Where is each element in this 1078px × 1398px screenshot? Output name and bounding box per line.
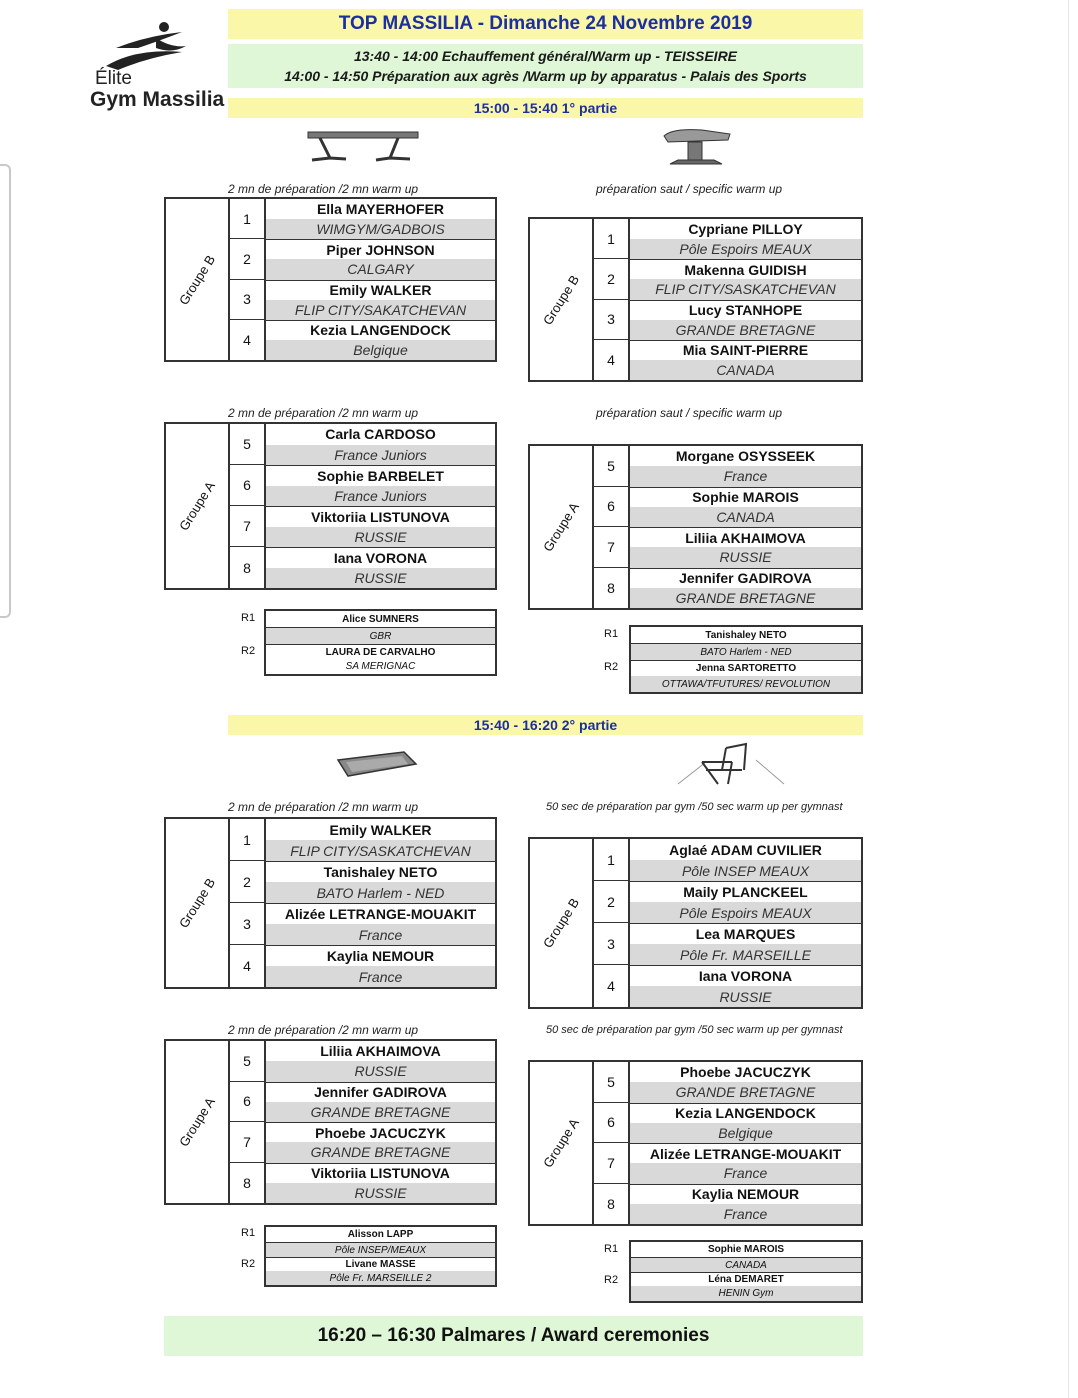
reserve-name: Sophie MAROIS — [707, 1244, 785, 1255]
gymnast-name: Aglaé ADAM CUVILIER — [630, 839, 861, 860]
gymnast-row — [266, 945, 495, 987]
group-label — [166, 199, 230, 360]
reserve-name: Jenna SARTORETTO — [631, 660, 861, 676]
rotation-number-column — [230, 1041, 266, 1203]
gymnast-name: Lucy STANHOPE — [630, 300, 861, 320]
gymnast-row — [630, 527, 861, 568]
gymnast-list — [266, 424, 495, 588]
gymnast-row — [630, 1184, 861, 1225]
gymnast-club: Pôle INSEP MEAUX — [630, 860, 861, 881]
gymnast-name: Kaylia NEMOUR — [630, 1184, 861, 1204]
group-label-text: Groupe A — [540, 1115, 582, 1171]
gymnast-row — [630, 1062, 861, 1103]
reserve-code: R1 — [604, 1243, 619, 1255]
gymnast-club: CANADA — [630, 360, 861, 380]
group-label-text: Groupe A — [540, 499, 582, 555]
gymnast-row — [630, 259, 861, 299]
gymnast-club: GRANDE BRETAGNE — [630, 320, 861, 340]
gymnast-name: Phoebe JACUCZYK — [266, 1122, 495, 1142]
gymnast-name: Piper JOHNSON — [266, 239, 495, 259]
group-label — [530, 839, 594, 1007]
rotation-number: 7 — [230, 1122, 264, 1163]
group-label — [530, 1062, 594, 1224]
group-table — [164, 817, 497, 989]
rotation-number: 6 — [230, 465, 264, 506]
gymnast-club: RUSSIE — [630, 547, 861, 567]
rotation-number: 2 — [230, 861, 264, 903]
group-table — [528, 837, 863, 1009]
reserve-club: GBR — [266, 627, 495, 644]
reserve-club: OTTAWA/TFUTURES/ REVOLUTION — [631, 676, 861, 692]
group-table — [528, 1060, 863, 1226]
gymnast-list — [630, 1062, 861, 1224]
rotation-number-column — [230, 819, 266, 987]
group-label-text: Groupe B — [175, 875, 219, 931]
gymnast-club: France — [266, 966, 495, 987]
vault-icon — [662, 126, 732, 168]
reserves-table — [264, 1225, 497, 1287]
gymnast-name: Makenna GUIDISH — [630, 259, 861, 279]
rotation-number: 2 — [594, 259, 628, 299]
gymnast-name: Jennifer GADIROVA — [630, 568, 861, 588]
gymnast-name: Alizée LETRANGE-MOUAKIT — [630, 1143, 861, 1163]
page-frame-line — [0, 164, 11, 618]
reserve-code: R1 — [241, 1227, 256, 1239]
rotation-number: 1 — [230, 199, 264, 239]
gymnast-list — [630, 446, 861, 608]
gymnast-name: Carla CARDOSO — [266, 424, 495, 445]
gymnast-club: Pôle Espoirs MEAUX — [630, 239, 861, 259]
gymnast-row — [630, 839, 861, 881]
reserve-code: R2 — [241, 1258, 256, 1270]
gymnast-name: Morgane OSYSSEEK — [630, 446, 861, 466]
group-label — [530, 446, 594, 608]
gymnast-club: GRANDE BRETAGNE — [266, 1102, 495, 1122]
rotation-number: 5 — [230, 1041, 264, 1082]
reserve-code: R2 — [241, 645, 256, 657]
gymnast-name: Kaylia NEMOUR — [266, 945, 495, 966]
uneven-bars-icon — [676, 740, 786, 786]
group-table — [164, 1039, 497, 1205]
gymnast-row — [266, 861, 495, 903]
gymnast-club: France — [630, 1204, 861, 1224]
beam-prep-note-2: 2 mn de préparation /2 mn warm up — [228, 406, 419, 420]
balance-beam-icon — [306, 128, 421, 164]
reserve-club: Pôle Fr. MARSEILLE 2 — [266, 1271, 495, 1285]
vault-prep-note-2: préparation saut / specific warm up — [596, 406, 783, 420]
gymnast-club: FLIP CITY/SAKATCHEVAN — [266, 300, 495, 320]
rotation-number-column — [594, 219, 630, 380]
rotation-number: 4 — [607, 351, 615, 368]
reserve-club: HENIN Gym — [631, 1286, 861, 1301]
gymnast-club: Belgique — [630, 1123, 861, 1143]
gymnast-club: FLIP CITY/SASKATCHEVAN — [266, 840, 495, 861]
rotation-number: 8 — [243, 559, 251, 576]
floor-icon — [334, 750, 418, 780]
reserve-name: Alisson LAPP — [347, 1229, 414, 1240]
rotation-number: 6 — [594, 487, 628, 528]
gymnast-name: Emily WALKER — [266, 819, 495, 840]
gymnast-name: Kezia LANGENDOCK — [266, 320, 495, 340]
rotation-number: 5 — [594, 1062, 628, 1103]
gymnast-row — [630, 1143, 861, 1184]
gymnast-row — [630, 340, 861, 380]
rotation-number-column — [230, 199, 266, 360]
gymnast-name: Alizée LETRANGE-MOUAKIT — [266, 903, 495, 924]
gymnast-row — [266, 1163, 495, 1204]
rotation-number: 2 — [594, 881, 628, 923]
warmup-schedule — [228, 44, 863, 88]
gymnast-name: Viktoriia LISTUNOVA — [266, 1163, 495, 1183]
gymnast-row — [266, 547, 495, 588]
gymnast-name: Mia SAINT-PIERRE — [630, 340, 861, 360]
gymnast-row — [266, 239, 495, 279]
group-table — [164, 197, 497, 362]
rotation-number: 7 — [594, 1143, 628, 1184]
rotation-number: 5 — [594, 446, 628, 487]
group-label-text: Groupe B — [175, 251, 219, 308]
gymnast-club: Pôle Espoirs MEAUX — [630, 902, 861, 923]
part-1-header: 15:00 - 15:40 1° partie — [228, 98, 863, 118]
gymnast-row — [266, 1041, 495, 1082]
reserve-club: BATO Harlem - NED — [631, 643, 861, 660]
gymnast-row — [266, 320, 495, 360]
gymnast-club: Pôle Fr. MARSEILLE — [630, 944, 861, 965]
gymnast-row — [266, 819, 495, 861]
rotation-number-column — [594, 446, 630, 608]
gymnast-row — [266, 465, 495, 506]
rotation-number-column — [230, 424, 266, 588]
gymnast-row — [630, 1103, 861, 1144]
reserve-code: R2 — [604, 1274, 619, 1286]
gymnast-name: Tanishaley NETO — [266, 861, 495, 882]
gymnast-name: Iana VORONA — [266, 547, 495, 568]
reserve-club: Pôle INSEP/MEAUX — [266, 1242, 495, 1257]
gymnast-club: FLIP CITY/SASKATCHEVAN — [630, 279, 861, 299]
gymnast-name: Sophie MAROIS — [630, 487, 861, 507]
rotation-number: 1 — [230, 819, 264, 861]
rotation-number: 4 — [243, 958, 251, 974]
gymnast-club: RUSSIE — [266, 1061, 495, 1081]
rotation-number: 8 — [607, 1195, 615, 1212]
group-label-text: Groupe B — [539, 271, 583, 328]
rotation-number: 8 — [243, 1174, 251, 1191]
gymnast-club: RUSSIE — [266, 527, 495, 548]
gymnast-club: France — [630, 1163, 861, 1183]
gymnast-name: Lea MARQUES — [630, 923, 861, 944]
reserve-name: Alice SUMNERS — [342, 613, 419, 625]
logo-club-text: Gym Massilia — [90, 88, 225, 111]
gymnast-row — [266, 1082, 495, 1123]
group-label — [530, 219, 594, 380]
group-label-text: Groupe A — [176, 478, 218, 534]
gymnast-club: RUSSIE — [266, 568, 495, 589]
rotation-number: 2 — [230, 239, 264, 279]
rotation-number-column — [594, 1062, 630, 1224]
gymnast-name: Iana VORONA — [630, 965, 861, 986]
gymnast-name: Emily WALKER — [266, 280, 495, 300]
warmup-line-1: 13:40 - 14:00 Echauffement général/Warm up - TEISSEIRE — [353, 48, 738, 64]
logo-elite-text: Élite — [95, 68, 132, 89]
gymnast-club: WIMGYM/GADBOIS — [266, 219, 495, 239]
gymnast-row — [630, 446, 861, 487]
rotation-number: 6 — [230, 1082, 264, 1123]
rotation-number: 4 — [607, 978, 615, 994]
gymnast-row — [630, 219, 861, 259]
beam-prep-note: 2 mn de préparation /2 mn warm up — [228, 182, 419, 196]
gymnast-list — [266, 1041, 495, 1203]
gymnast-club: Belgique — [266, 340, 495, 360]
vault-prep-note: préparation saut / specific warm up — [596, 182, 783, 196]
gymnast-row — [266, 280, 495, 320]
gymnast-row — [630, 923, 861, 965]
award-ceremony-bar: 16:20 – 16:30 Palmares / Award ceremonies — [164, 1316, 863, 1356]
group-table — [528, 444, 863, 610]
rotation-number: 1 — [594, 219, 628, 259]
rotation-number: 3 — [594, 300, 628, 340]
rotation-number: 1 — [594, 839, 628, 881]
group-table — [528, 217, 863, 382]
group-table — [164, 422, 497, 590]
gymnast-club: France — [630, 466, 861, 486]
rotation-number: 7 — [230, 506, 264, 547]
gymnast-row — [266, 903, 495, 945]
gymnast-club: GRANDE BRETAGNE — [630, 588, 861, 608]
rotation-number: 4 — [243, 331, 251, 348]
gymnast-name: Liliia AKHAIMOVA — [266, 1041, 495, 1061]
gymnast-row — [266, 1122, 495, 1163]
group-label-text: Groupe B — [539, 895, 583, 951]
group-label — [166, 424, 230, 588]
gymnast-row — [630, 300, 861, 340]
reserves-table — [629, 625, 863, 694]
gymnast-row — [266, 506, 495, 547]
gymnast-name: Jennifer GADIROVA — [266, 1082, 495, 1102]
gymnast-row — [266, 424, 495, 465]
rotation-number: 3 — [230, 280, 264, 320]
gymnast-name: Liliia AKHAIMOVA — [630, 527, 861, 547]
gymnast-row — [630, 881, 861, 923]
gymnast-club: France Juniors — [266, 445, 495, 466]
gymnast-row — [630, 487, 861, 528]
gymnast-club: CANADA — [630, 507, 861, 527]
floor-prep-note: 2 mn de préparation /2 mn warm up — [228, 800, 419, 814]
gymnast-list — [630, 839, 861, 1007]
rotation-number: 3 — [594, 923, 628, 965]
gymnast-list — [630, 219, 861, 380]
group-label — [166, 1041, 230, 1203]
gymnast-club: CALGARY — [266, 259, 495, 279]
rotation-number: 6 — [594, 1103, 628, 1144]
gymnast-row — [630, 965, 861, 1007]
event-title: TOP MASSILIA - Dimanche 24 Novembre 2019 — [228, 9, 863, 39]
gymnast-club: RUSSIE — [266, 1183, 495, 1203]
gymnast-name: Maily PLANCKEEL — [630, 881, 861, 902]
rotation-number: 7 — [594, 527, 628, 568]
bars-prep-note-2: 50 sec de préparation par gym /50 sec warm up per gymnast — [546, 1024, 843, 1036]
gymnast-club: GRANDE BRETAGNE — [630, 1082, 861, 1102]
part-2-header: 15:40 - 16:20 2° partie — [228, 715, 863, 735]
reserves-table — [264, 609, 497, 676]
gymnast-row — [630, 568, 861, 609]
gymnast-row — [266, 199, 495, 239]
rotation-number: 3 — [230, 903, 264, 945]
gymnast-name: Viktoriia LISTUNOVA — [266, 506, 495, 527]
gymnast-name: Ella MAYERHOFER — [266, 199, 495, 219]
reserve-name: LAURA DE CARVALHO — [266, 644, 495, 659]
gymnast-club: GRANDE BRETAGNE — [266, 1142, 495, 1162]
gymnast-club: France — [266, 924, 495, 945]
page-edge — [1068, 0, 1069, 1398]
reserve-code: R1 — [241, 612, 256, 624]
reserves-table — [629, 1240, 863, 1303]
floor-prep-note-2: 2 mn de préparation /2 mn warm up — [228, 1023, 419, 1037]
reserve-name: Livane MASSE — [266, 1257, 495, 1271]
gymnast-name: Sophie BARBELET — [266, 465, 495, 486]
gymnast-club: BATO Harlem - NED — [266, 882, 495, 903]
group-label-text: Groupe A — [176, 1094, 218, 1150]
reserve-name: Léna DEMARET — [631, 1272, 861, 1286]
reserve-name: Tanishaley NETO — [705, 629, 787, 641]
gymnast-club: RUSSIE — [630, 986, 861, 1007]
gymnast-list — [266, 199, 495, 360]
group-label — [166, 819, 230, 987]
rotation-number: 5 — [230, 424, 264, 465]
gymnast-name: Cypriane PILLOY — [630, 219, 861, 239]
reserve-club: CANADA — [631, 1257, 861, 1272]
reserve-club: SA MERIGNAC — [345, 661, 416, 672]
reserve-code: R1 — [604, 628, 619, 640]
rotation-number-column — [594, 839, 630, 1007]
gymnast-name: Phoebe JACUCZYK — [630, 1062, 861, 1082]
gymnast-club: France Juniors — [266, 486, 495, 507]
reserve-code: R2 — [604, 661, 619, 673]
warmup-line-2: 14:00 - 14:50 Préparation aux agrès /Warm up by apparatus - Palais des Sports — [284, 68, 807, 84]
gymnast-list — [266, 819, 495, 987]
rotation-number: 8 — [607, 579, 615, 596]
gymnast-name: Kezia LANGENDOCK — [630, 1103, 861, 1123]
bars-prep-note: 50 sec de préparation par gym /50 sec warm up per gymnast — [546, 801, 843, 813]
